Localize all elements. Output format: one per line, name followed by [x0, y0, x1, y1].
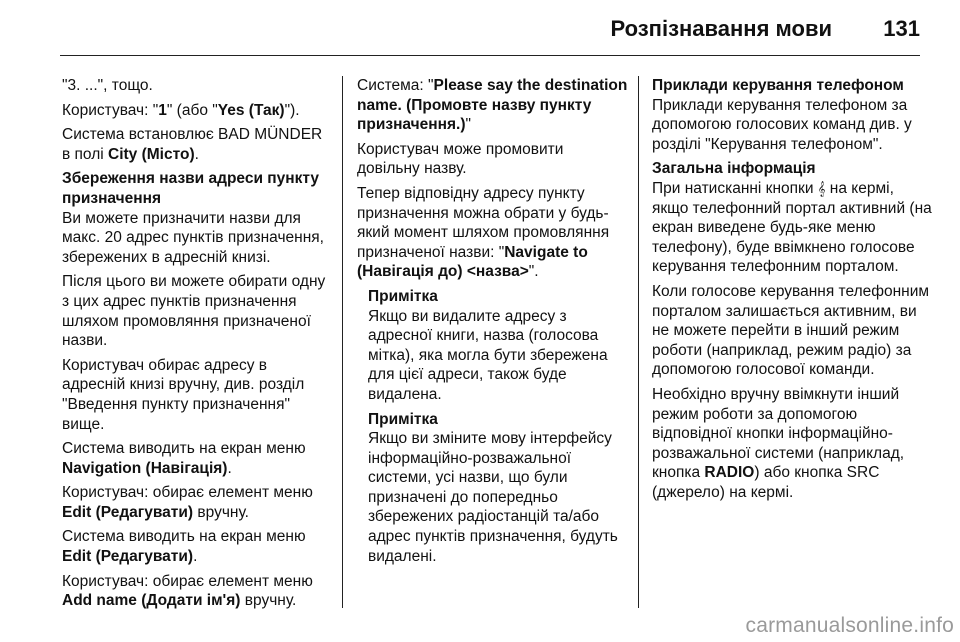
text: Тепер відповідну адресу пункту призначення можна обрати у будь-який момент шляхом промовляння призначеної назви: " [357, 184, 610, 261]
bold-text: Edit (Редагувати) [62, 503, 194, 521]
steering-wheel-voice-icon: 𝄞 [817, 180, 826, 196]
bold-text: Yes (Так) [217, 101, 285, 119]
text: . [194, 145, 199, 163]
section-heading: Загальна інформація [652, 160, 816, 178]
paragraph [652, 385, 932, 503]
text: Користувач: обирає елемент меню [62, 484, 313, 502]
paragraph: Коли голосове керування телефонним порталом залишається активним, ви не можете перейти в інший режим роботи (наприклад, режим радіо) за допомогою голосової команди. [652, 282, 930, 379]
paragraph [652, 179, 932, 277]
text: вручну. [240, 592, 297, 610]
column-3 [652, 76, 932, 507]
bold-text: Please say the destination name. (Промовте назву пункту призначення.) [357, 77, 628, 134]
paragraph [62, 101, 334, 121]
text: При натисканні кнопки [652, 179, 818, 197]
note-block [357, 287, 629, 405]
paragraph [357, 184, 629, 282]
page-header [0, 0, 960, 56]
text: Система виводить на екран меню [62, 528, 306, 546]
bold-text: Navigation (Навігація) [62, 459, 228, 477]
paragraph [62, 527, 334, 566]
text: Користувач: обирає елемент меню [62, 572, 313, 590]
paragraph: Користувач обирає адресу в адресній книзі вручну, див. розділ "Введення пункту призначення" вище. [62, 356, 305, 433]
note-text: Якщо ви зміните мову інтерфейсу інформаційно-розважальної системи, усі назви, що були призначені до попередньо збережених радіостанцій та/або адрес пунктів призначення, будуть видалені. [368, 430, 618, 565]
paragraph: Після цього ви можете обирати одну з цих адрес пунктів призначення шляхом промовляння призначеної назви. [62, 273, 326, 350]
text: Система встановлює BAD MÜNDER в полі [62, 126, 323, 163]
section-heading: Приклади керування телефоном [652, 77, 904, 94]
section-heading: Збереження назви адреси пункту призначення [62, 170, 320, 207]
text: ) або кнопка SRC (джерело) на кермі. [652, 464, 880, 501]
bold-text: Navigate to (Навігація до) <назва> [357, 243, 588, 281]
bold-text: Edit (Редагувати) [62, 548, 194, 566]
paragraph: "3. ...", тощо. [62, 77, 153, 94]
text: Система виводить на екран меню [62, 440, 306, 458]
paragraph: Ви можете призначити назви для макс. 20 адрес пунктів призначення, збережених в адресній книзі. [62, 209, 324, 266]
page-title: Розпізнавання мови [610, 16, 832, 41]
column-divider [342, 76, 343, 608]
text: "). [284, 101, 300, 119]
bold-text: RADIO [704, 464, 755, 482]
text: . [193, 548, 198, 566]
text: Необхідно вручну ввімкнути інший режим роботи за допомогою відповідної кнопки інформаційно-розважальної системи (наприклад, кнопка [652, 385, 905, 482]
paragraph [62, 483, 334, 522]
text: на кермі, якщо телефонний портал активний (на екран виведене будь-яке меню телефону), буде ввімкнено голосове керування телефонним порталом. [652, 179, 932, 276]
text: Користувач: " [62, 101, 159, 119]
paragraph [62, 572, 334, 611]
header-divider [60, 55, 920, 56]
paragraph: Користувач може промовити довільну назву. [357, 140, 564, 178]
bold-text: 1 [158, 101, 167, 119]
note-heading: Примітка [368, 410, 438, 428]
page-number: 131 [883, 16, 920, 41]
paragraph: Приклади керування телефоном за допомогою голосових команд див. у розділі "Керування телефоном". [652, 96, 912, 153]
text: " [465, 116, 472, 134]
text: . [227, 459, 232, 477]
text: ". [528, 263, 539, 281]
watermark: carmanualsonline.info [745, 614, 954, 637]
text: Система: " [357, 77, 434, 94]
column-2 [357, 76, 629, 571]
note-text: Якщо ви видалите адресу з адресної книги, назва (голосова мітка), яка могла бути збережена для цієї адреси, також буде видалена. [368, 307, 608, 403]
bold-text: City (Місто) [108, 145, 195, 163]
paragraph [357, 76, 629, 135]
note-block [357, 410, 629, 567]
column-1 [62, 76, 334, 616]
column-divider [638, 76, 639, 608]
paragraph [62, 125, 334, 164]
text: " (або " [166, 101, 218, 119]
paragraph [62, 439, 334, 478]
bold-text: Add name (Додати ім'я) [62, 592, 241, 610]
note-heading: Примітка [368, 287, 438, 305]
text: вручну. [193, 503, 249, 521]
